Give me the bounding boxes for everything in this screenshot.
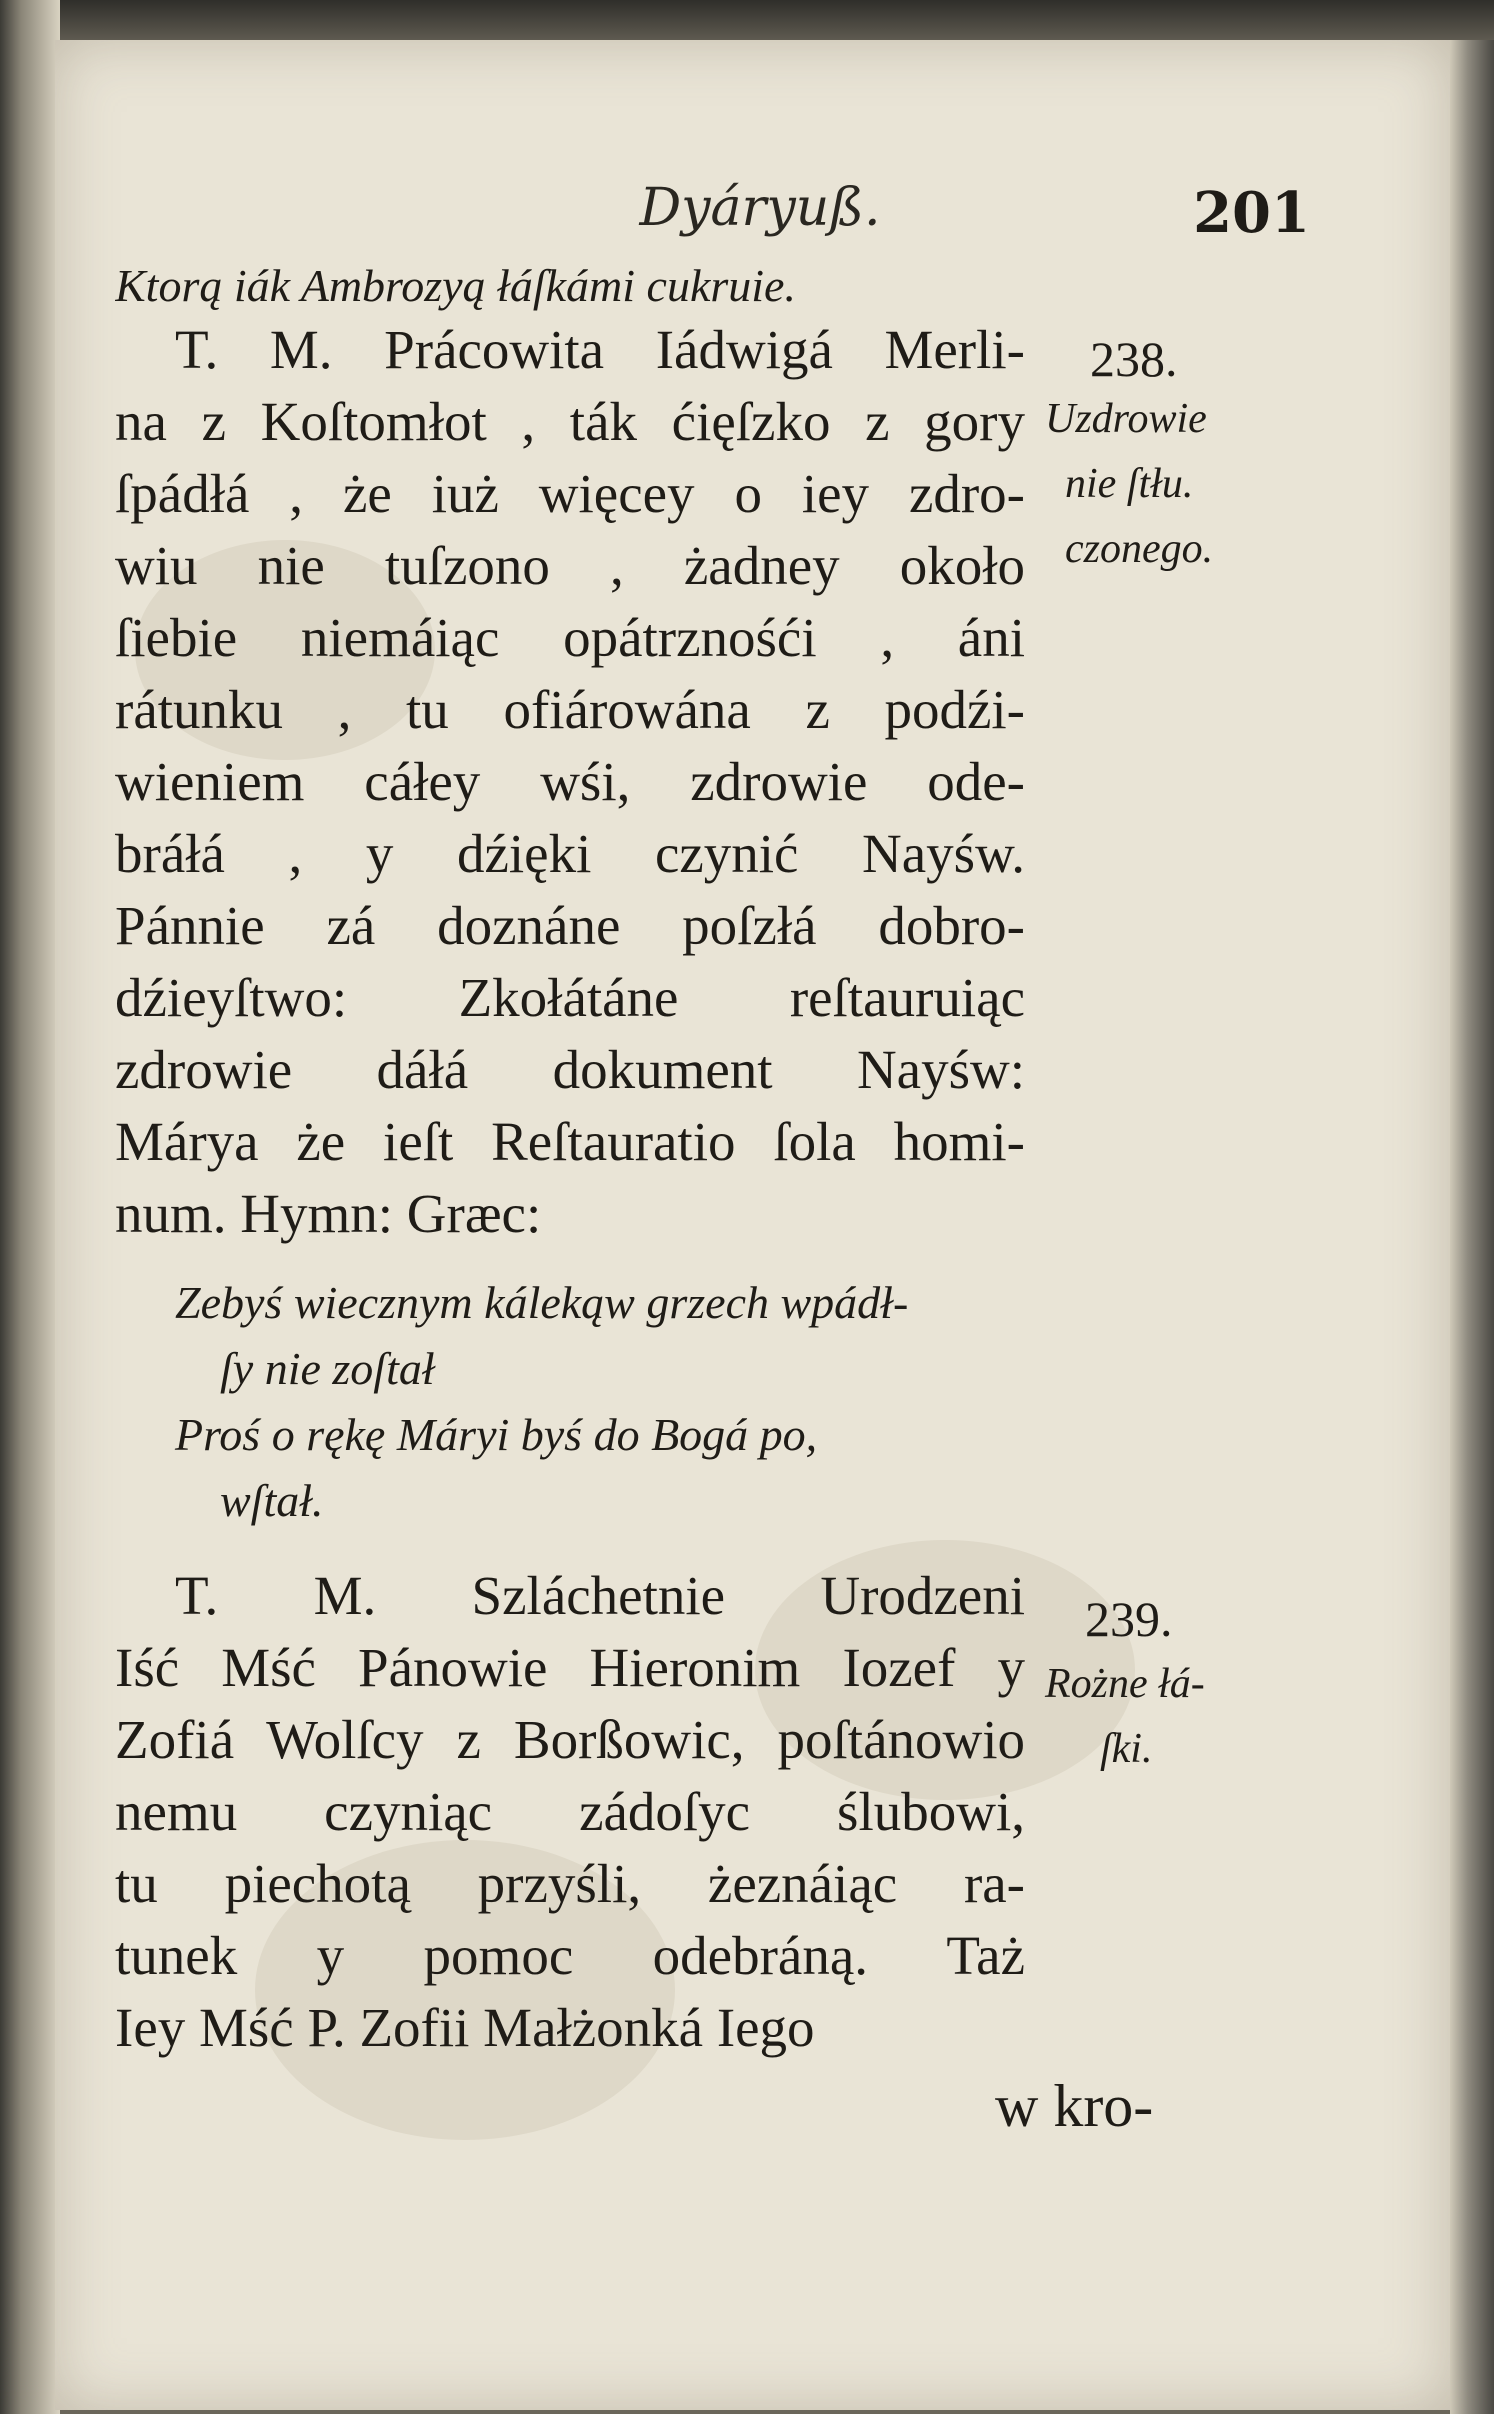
verse-line: Proś o rękę Máryi byś do Bogá po, xyxy=(175,1409,818,1460)
scan-top-border xyxy=(0,0,1494,40)
text-line: Zofiá Wolſcy z Borßowic, poſtánowio xyxy=(115,1709,1025,1770)
text-line: na z Koſtomłot , ták ćięſzko z gory xyxy=(115,391,1025,452)
text-line: num. Hymn: Græc: xyxy=(115,1183,542,1244)
text-line: Iey Mść P. Zofii Małżonká Iego xyxy=(115,1997,815,2058)
text-line: wieniem cáłey wśi, zdrowie ode- xyxy=(115,751,1025,812)
text-line: Pánnie zá doznáne poſzłá dobro- xyxy=(115,895,1025,956)
margin-note-line: Rożne łá- xyxy=(1045,1661,1205,1707)
text-line: Márya że ieſt Reſtauratio ſola homi- xyxy=(115,1111,1025,1172)
text-line: tu piechotą przyśli, żeznáiąc ra- xyxy=(115,1853,1025,1914)
text-line: ſiebie niemáiąc opátrznośći , áni xyxy=(115,607,1025,668)
text-line: tunek y pomoc odebráną. Taż xyxy=(115,1925,1025,1986)
margin-number-238: 238. xyxy=(1090,331,1178,387)
margin-note-line: czonego. xyxy=(1065,526,1214,572)
verse-line: wſtał. xyxy=(220,1475,324,1526)
text-line: rátunku , tu ofiárowána z podźi- xyxy=(115,679,1025,740)
verse-line: ſy nie zoſtał xyxy=(220,1343,435,1394)
text-line: Ktorą iák Ambrozyą łáſkámi cukruie. xyxy=(115,260,796,311)
text-line: dźieyſtwo: Zkołátáne reſtauruiąc xyxy=(115,967,1025,1028)
margin-number-239: 239. xyxy=(1085,1591,1173,1647)
text-line: zdrowie dáłá dokument Nayśw: xyxy=(115,1039,1025,1100)
margin-note-line: nie ſtłu. xyxy=(1065,461,1194,507)
text-line: T. M. Szláchetnie Urodzeni xyxy=(175,1565,1025,1626)
text-line: T. M. Prácowita Iádwigá Merli- xyxy=(175,319,1025,380)
text-line: wiu nie tuſzono , żadney około xyxy=(115,535,1025,596)
catchword: w kro- xyxy=(995,2073,1154,2139)
page-number: 201 xyxy=(1193,180,1310,246)
page-fore-edge xyxy=(1450,40,1494,2414)
running-title: Dyáryuß. xyxy=(639,178,881,238)
margin-note-line: ſki. xyxy=(1100,1726,1153,1772)
text-line: Iść Mść Pánowie Hieronim Iozef y xyxy=(115,1637,1025,1698)
text-line: nemu czyniąc zádoſyc ślubowi, xyxy=(115,1781,1025,1842)
scan-left-border xyxy=(0,0,60,2414)
text-line: bráłá , y dźięki czynić Nayśw. xyxy=(115,823,1025,884)
margin-note-line: Uzdrowie xyxy=(1045,396,1207,442)
text-line: ſpádłá , że iuż więcey o iey zdro- xyxy=(115,463,1025,524)
verse-line: Zebyś wiecznym kálekąw grzech wpádł- xyxy=(175,1277,909,1328)
